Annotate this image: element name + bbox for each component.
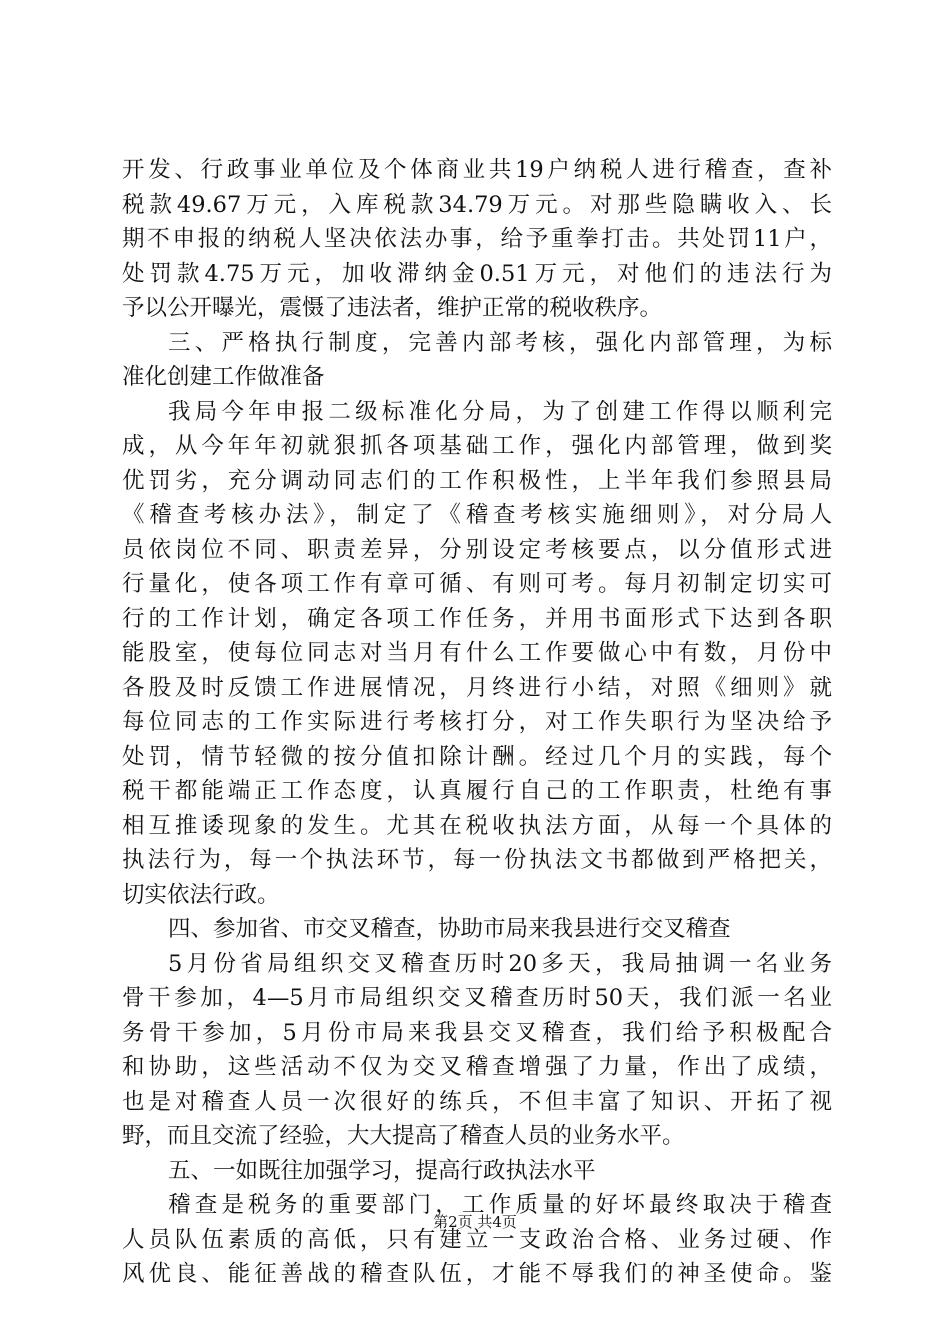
text-line: 骨干参加，4—5月市局组织交叉稽查历时50天，我们派一名业 bbox=[122, 985, 832, 1011]
body-text bbox=[122, 153, 832, 1292]
text-line: 员依岗位不同、职责差异，分别设定考核要点，以分值形式进 bbox=[122, 536, 832, 563]
text-line: 切实依法行政。 bbox=[122, 881, 280, 908]
text-line: 税款49.67万元，入库税款34.79万元。对那些隐瞒收入、长 bbox=[122, 191, 832, 218]
text-line: 能股室，使每位同志对当月有什么工作要做心中有数，月份中 bbox=[122, 640, 832, 666]
text-line: 相互推诿现象的发生。尤其在税收执法方面，从每一个具体的 bbox=[122, 812, 832, 839]
text-line: 处罚，情节轻微的按分值扣除计酬。经过几个月的实践，每个 bbox=[122, 743, 832, 770]
section-heading-3 bbox=[122, 326, 832, 395]
heading-line: 准化创建工作做准备 bbox=[122, 364, 325, 390]
text-line: 和协助，这些活动不仅为交叉稽查增强了力量，作出了成绩， bbox=[122, 1054, 832, 1080]
heading-line: 三、严格执行制度，完善内部考核，强化内部管理，为标 bbox=[168, 329, 832, 356]
text-line: 务骨干参加，5月份市局来我县交叉稽查，我们给予积极配合 bbox=[122, 1019, 832, 1046]
page-number-footer: 第2页 共4页 bbox=[433, 1213, 517, 1231]
text-line: 优罚劣，充分调动同志们的工作积极性，上半年我们参照县局 bbox=[122, 467, 832, 494]
heading-line: 四、参加省、市交叉稽查，协助市局来我县进行交叉稽查 bbox=[168, 916, 731, 942]
paragraph-learning bbox=[122, 1188, 832, 1292]
section-heading-4 bbox=[122, 912, 832, 947]
text-line: 税干都能端正工作态度，认真履行自己的工作职责，杜绝有事 bbox=[122, 778, 832, 804]
text-line: 《稽查考核办法》，制定了《稽查考核实施细则》，对分局人 bbox=[122, 502, 832, 528]
section-heading-5 bbox=[122, 1154, 832, 1189]
text-line: 执法行为，每一个执法环节，每一份执法文书都做到严格把关， bbox=[122, 847, 832, 873]
text-line: 我局今年申报二级标准化分局，为了创建工作得以顺利完 bbox=[168, 398, 832, 425]
text-line: 成，从今年年初就狠抓各项基础工作，强化内部管理，做到奖 bbox=[122, 433, 832, 459]
text-line: 行的工作计划，确定各项工作任务，并用书面形式下达到各职 bbox=[122, 605, 832, 632]
text-line: 风优良、能征善战的稽查队伍，才能不辱我们的神圣使命。鉴 bbox=[122, 1261, 832, 1287]
text-line: 期不申报的纳税人坚决依法办事，给予重拳打击。共处罚11户， bbox=[122, 226, 832, 252]
text-line: 予以公开曝光，震慑了违法者，维护正常的税收秩序。 bbox=[122, 295, 663, 321]
text-line: 野，而且交流了经验，大大提高了稽查人员的业务水平。 bbox=[122, 1123, 685, 1149]
text-line: 5月份省局组织交叉稽查历时20多天，我局抽调一名业务 bbox=[168, 950, 832, 977]
text-line: 处罚款4.75万元，加收滞纳金0.51万元，对他们的违法行为 bbox=[122, 260, 832, 287]
paragraph-cross-audit bbox=[122, 947, 832, 1154]
heading-line: 五、一如既往加强学习，提高行政执法水平 bbox=[168, 1157, 596, 1184]
text-line: 每位同志的工作实际进行考核打分，对工作失职行为坚决给予 bbox=[122, 709, 832, 735]
text-line: 行量化，使各项工作有章可循、有则可考。每月初制定切实可 bbox=[122, 571, 832, 597]
text-line: 各股及时反馈工作进展情况，月终进行小结，对照《细则》就 bbox=[122, 674, 832, 701]
text-line: 人员队伍素质的高低，只有建立一支政治合格、业务过硬、作 bbox=[122, 1226, 832, 1253]
text-line: 开发、行政事业单位及个体商业共19户纳税人进行稽查，查补 bbox=[122, 157, 832, 183]
paragraph-internal-management bbox=[122, 395, 832, 913]
text-line: 也是对稽查人员一次很好的练兵，不但丰富了知识、开拓了视 bbox=[122, 1088, 832, 1115]
paragraph-audit-results bbox=[122, 153, 832, 326]
text-line: 稽查是税务的重要部门，工作质量的好坏最终取决于稽查 bbox=[168, 1192, 832, 1218]
